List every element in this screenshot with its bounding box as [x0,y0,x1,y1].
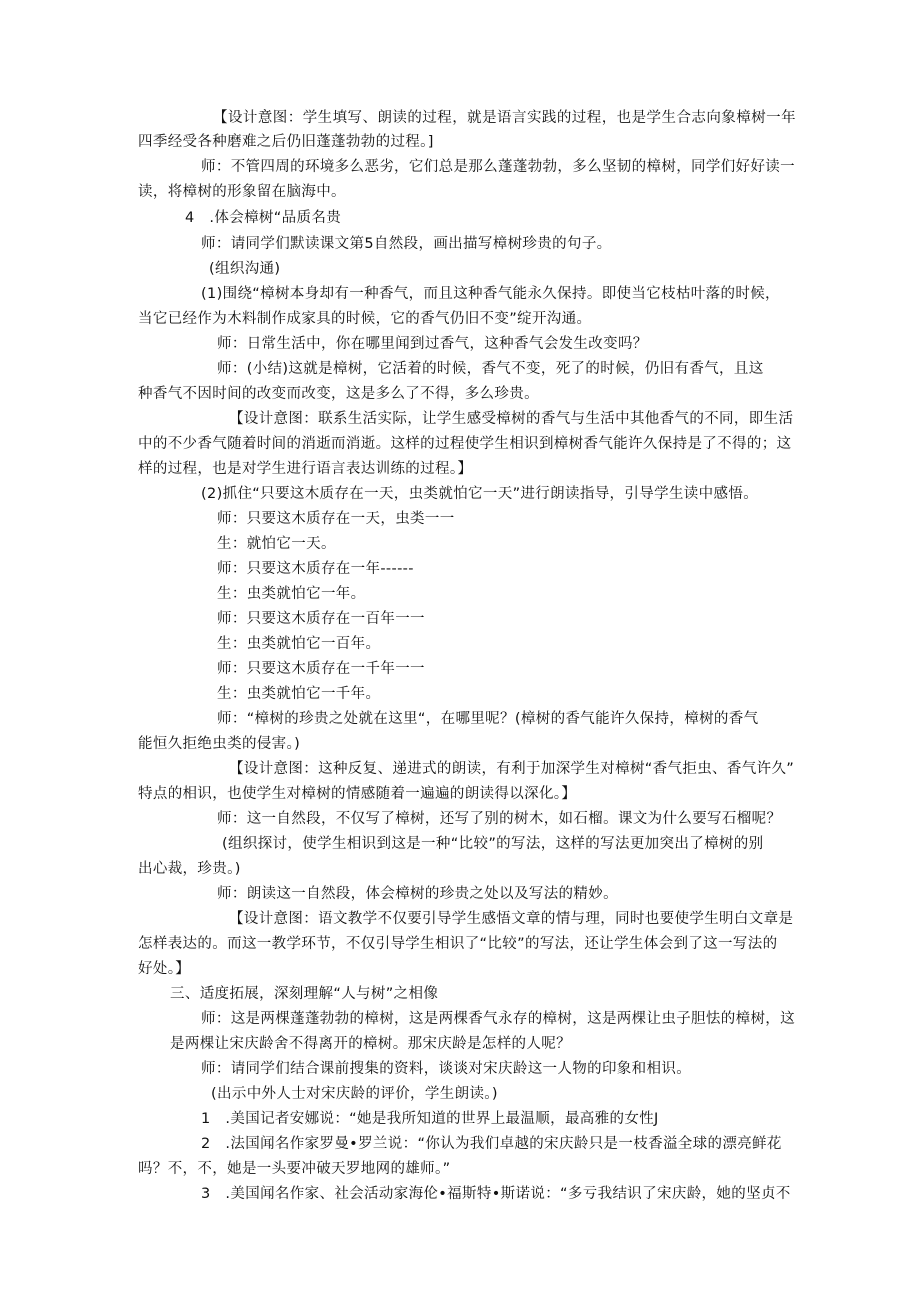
teacher-line: 师：日常生活中，你在哪里闻到过香气，这种香气会发生改变吗？ [217,336,648,352]
design-intent-note: 【设计意图：语文教学不仅要引导学生感悟文章的情与理，同时也要使学生明白文章是 [229,911,794,927]
activity-note: (组织沟通) [209,261,281,277]
teacher-line: 师：这一自然段，不仅写了樟树，还写了别的树木，如石榴。课文为什么要写石榴呢？ [217,811,782,827]
body-text-line: 特点的相识，也使学生对樟树的情感随着一遍遍的朗读得以深化。】 [138,786,577,802]
body-text-line: 出心裁，珍贵。) [138,861,241,877]
activity-note: (出示中外人士对宋庆龄的评价，学生朗读。) [211,1086,498,1102]
body-text-line: 中的不少香气随着时间的消逝而消逝。这样的过程使学生相识到樟树香气能许久保持是了不得的；这 [138,436,792,452]
teacher-line: 师：这是两棵蓬蓬勃勃的樟树，这是两棵香气永存的樟树，这是两棵让虫子胆怯的樟树，这 [201,1011,795,1027]
student-line: 生：就怕它一天。 [217,536,336,552]
design-intent-note: 【设计意图：这种反复、递进式的朗读，有利于加深学生对樟树“香气拒虫、香气许久” [229,761,795,777]
teacher-line: 师：(小结)这就是樟树，它活着的时候，香气不变，死了的时候，仍旧有香气，且这 [217,361,764,377]
activity-note: (组织探讨，使学生相识到这是一种“比较”的写法，这样的写法更加突出了樟树的别 [222,836,764,852]
body-text-line: 吗？不，不，她是一头要冲破天罗地网的雄师。” [138,1161,451,1177]
body-text-line: 好处。】 [138,961,191,977]
teacher-line: 师：只要这木质存在一年------ [217,561,414,577]
body-text-line: 读，将樟树的形象留在脑海中。 [138,184,346,200]
teacher-line: 师：只要这木质存在一天，虫类一一 [217,511,455,527]
teacher-line: 师：请同学们默读课文第5自然段，画出描写樟树珍贵的句子。 [201,236,612,252]
body-text-line: 种香气不因时间的改变而改变，这是多么了不得，多么珍贵。 [138,386,539,402]
body-text-line: 怎样表达的。而这一教学环节，不仅引导学生相识了“比较”的写法，还让学生体会到了这一写法的 [138,936,778,952]
body-text-line: 当它已经作为木料制作成家具的时候，它的香气仍旧不变”绽开沟通。 [138,311,592,327]
step-line: (1)围绕“樟树本身却有一种香气，而且这种香气能永久保持。即使当它枝枯叶落的时候， [201,286,780,302]
student-line: 生：虫类就怕它一百年。 [217,636,381,652]
body-text-line: 是两棵让宋庆龄舍不得离开的樟树。那宋庆龄是怎样的人呢？ [170,1036,571,1052]
section-heading: 三、适度拓展，深刻理解“人与树”之相像 [170,986,439,1002]
quote-item: 3 .美国闻名作家、社会活动家海伦•福斯特•斯诺说：“多亏我结识了宋庆龄，她的坚贞不 [201,1186,791,1202]
teacher-line: 师：请同学们结合课前搜集的资料，谈谈对宋庆龄这一人物的印象和相识。 [201,1061,692,1077]
design-intent-note: 【设计意图：联系生活实际，让学生感受樟树的香气与生活中其他香气的不同，即生活 [229,411,794,427]
body-text-line: 四季经受各种磨难之后仍旧蓬蓬勃勃的过程。] [138,134,434,150]
quote-item: 1 .美国记者安娜说：“她是我所知道的世界上最温顺，最高雅的女性J [201,1111,659,1127]
teacher-line: 师：不管四周的环境多么恶劣，它们总是那么蓬蓬勃勃，多么坚韧的樟树，同学们好好读一 [201,159,795,175]
step-line: (2)抓住“只要这木质存在一天，虫类就怕它一天”进行朗读指导，引导学生读中感悟。 [201,486,759,502]
body-text-line: 样的过程，也是对学生进行语言表达训练的过程。】 [138,461,473,477]
quote-item: 2 .法国闻名作家罗曼•罗兰说：“你认为我们卓越的宋庆龄只是一枝香溢全球的漂亮鲜花 [201,1136,782,1152]
teacher-line: 师：只要这木质存在一千年一一 [217,661,425,677]
teacher-line: 师：只要这木质存在一百年一一 [217,611,425,627]
body-text-line: 能恒久拒绝虫类的侵害。) [138,736,301,752]
design-intent-note: 【设计意图：学生填写、朗读的过程，就是语言实践的过程，也是学生合志向象樟树一年 [213,110,797,126]
teacher-line: 师：朗读这一自然段，体会樟树的珍贵之处以及写法的精妙。 [217,886,618,902]
student-line: 生：虫类就怕它一年。 [217,586,366,602]
teacher-line: 师：“樟树的珍贵之处就在这里“，在哪里呢？(樟树的香气能许久保持，樟树的香气 [217,711,759,727]
student-line: 生：虫类就怕它一千年。 [217,686,381,702]
section-heading: 4 .体会樟树“品质名贵 [185,210,342,226]
